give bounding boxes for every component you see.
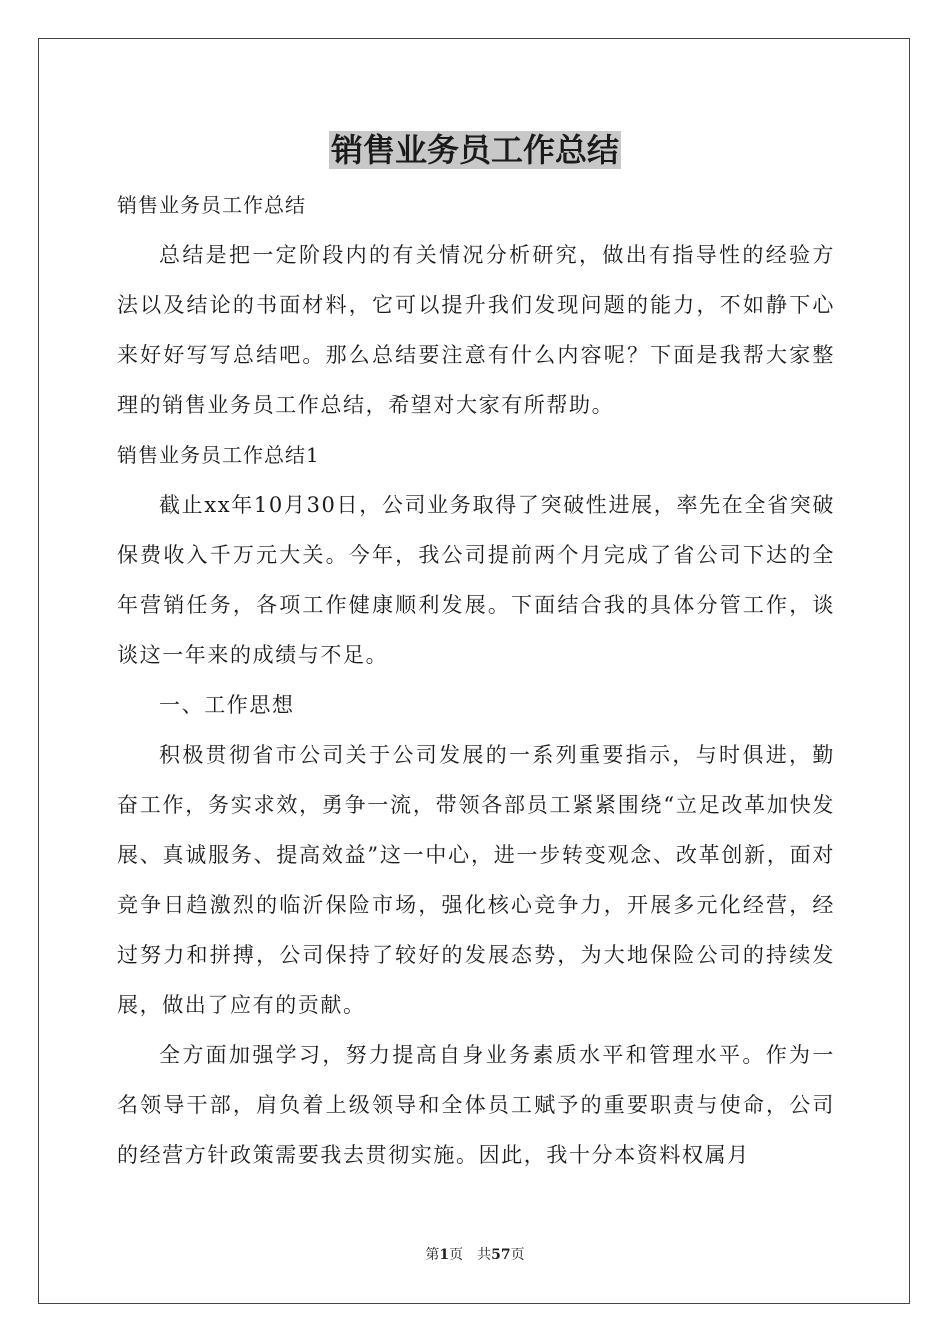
section-1-paragraph-1: 截止xx年10月30日，公司业务取得了突破性进展，率先在全省突破保费收入千万元大关。今年，我公司提前两个月完成了省公司下达的全年营销任务，各项工作健康顺利发展。下面结合我的具体分管工作，谈谈这一年来的成绩与不足。: [117, 493, 835, 667]
footer-page-number: 1: [439, 1247, 450, 1263]
section-1-paragraph-3: 全方面加强学习，努力提高自身业务素质水平和管理水平。作为一名领导干部，肩负着上级领导和全体员工赋予的重要职责与使命，公司的经营方针政策需要我去贯彻实施。因此，我十分本资料权属月: [117, 1043, 835, 1167]
footer-page-mid: 页 共: [449, 1247, 492, 1263]
document-title: [0, 125, 950, 175]
intro-paragraph: 总结是把一定阶段内的有关情况分析研究，做出有指导性的经验方法以及结论的书面材料，它可以提升我们发现问题的能力，不如静下心来好好写写总结吧。那么总结要注意有什么内容呢？下面是我帮大家整理的销售业务员工作总结，希望对大家有所帮助。: [117, 243, 835, 417]
section-1-paragraph-2: 积极贯彻省市公司关于公司发展的一系列重要指示，与时俱进，勤奋工作，务实求效，勇争一流，带领各部员工紧紧围绕“立足改革加快发展、真诚服务、提高效益”这一中心，进一步转变观念、改革创新，面对竞争日趋激烈的临沂保险市场，强化核心竞争力，开展多元化经营，经过努力和拼搏，公司保持了较好的发展态势，为大地保险公司的持续发展，做出了应有的贡献。: [117, 743, 835, 1017]
footer-page-suffix: 页: [510, 1247, 525, 1263]
document-subtitle: 销售业务员工作总结: [117, 193, 306, 217]
document-title-text: 销售业务员工作总结: [330, 131, 619, 169]
page-footer: [0, 1244, 950, 1264]
sub-heading-work-thoughts: 一、工作思想: [159, 693, 295, 717]
document-body: [117, 180, 835, 1180]
section-1-heading: 销售业务员工作总结1: [117, 443, 320, 467]
footer-page-total: 57: [491, 1247, 511, 1263]
footer-page-prefix: 第: [425, 1247, 440, 1263]
